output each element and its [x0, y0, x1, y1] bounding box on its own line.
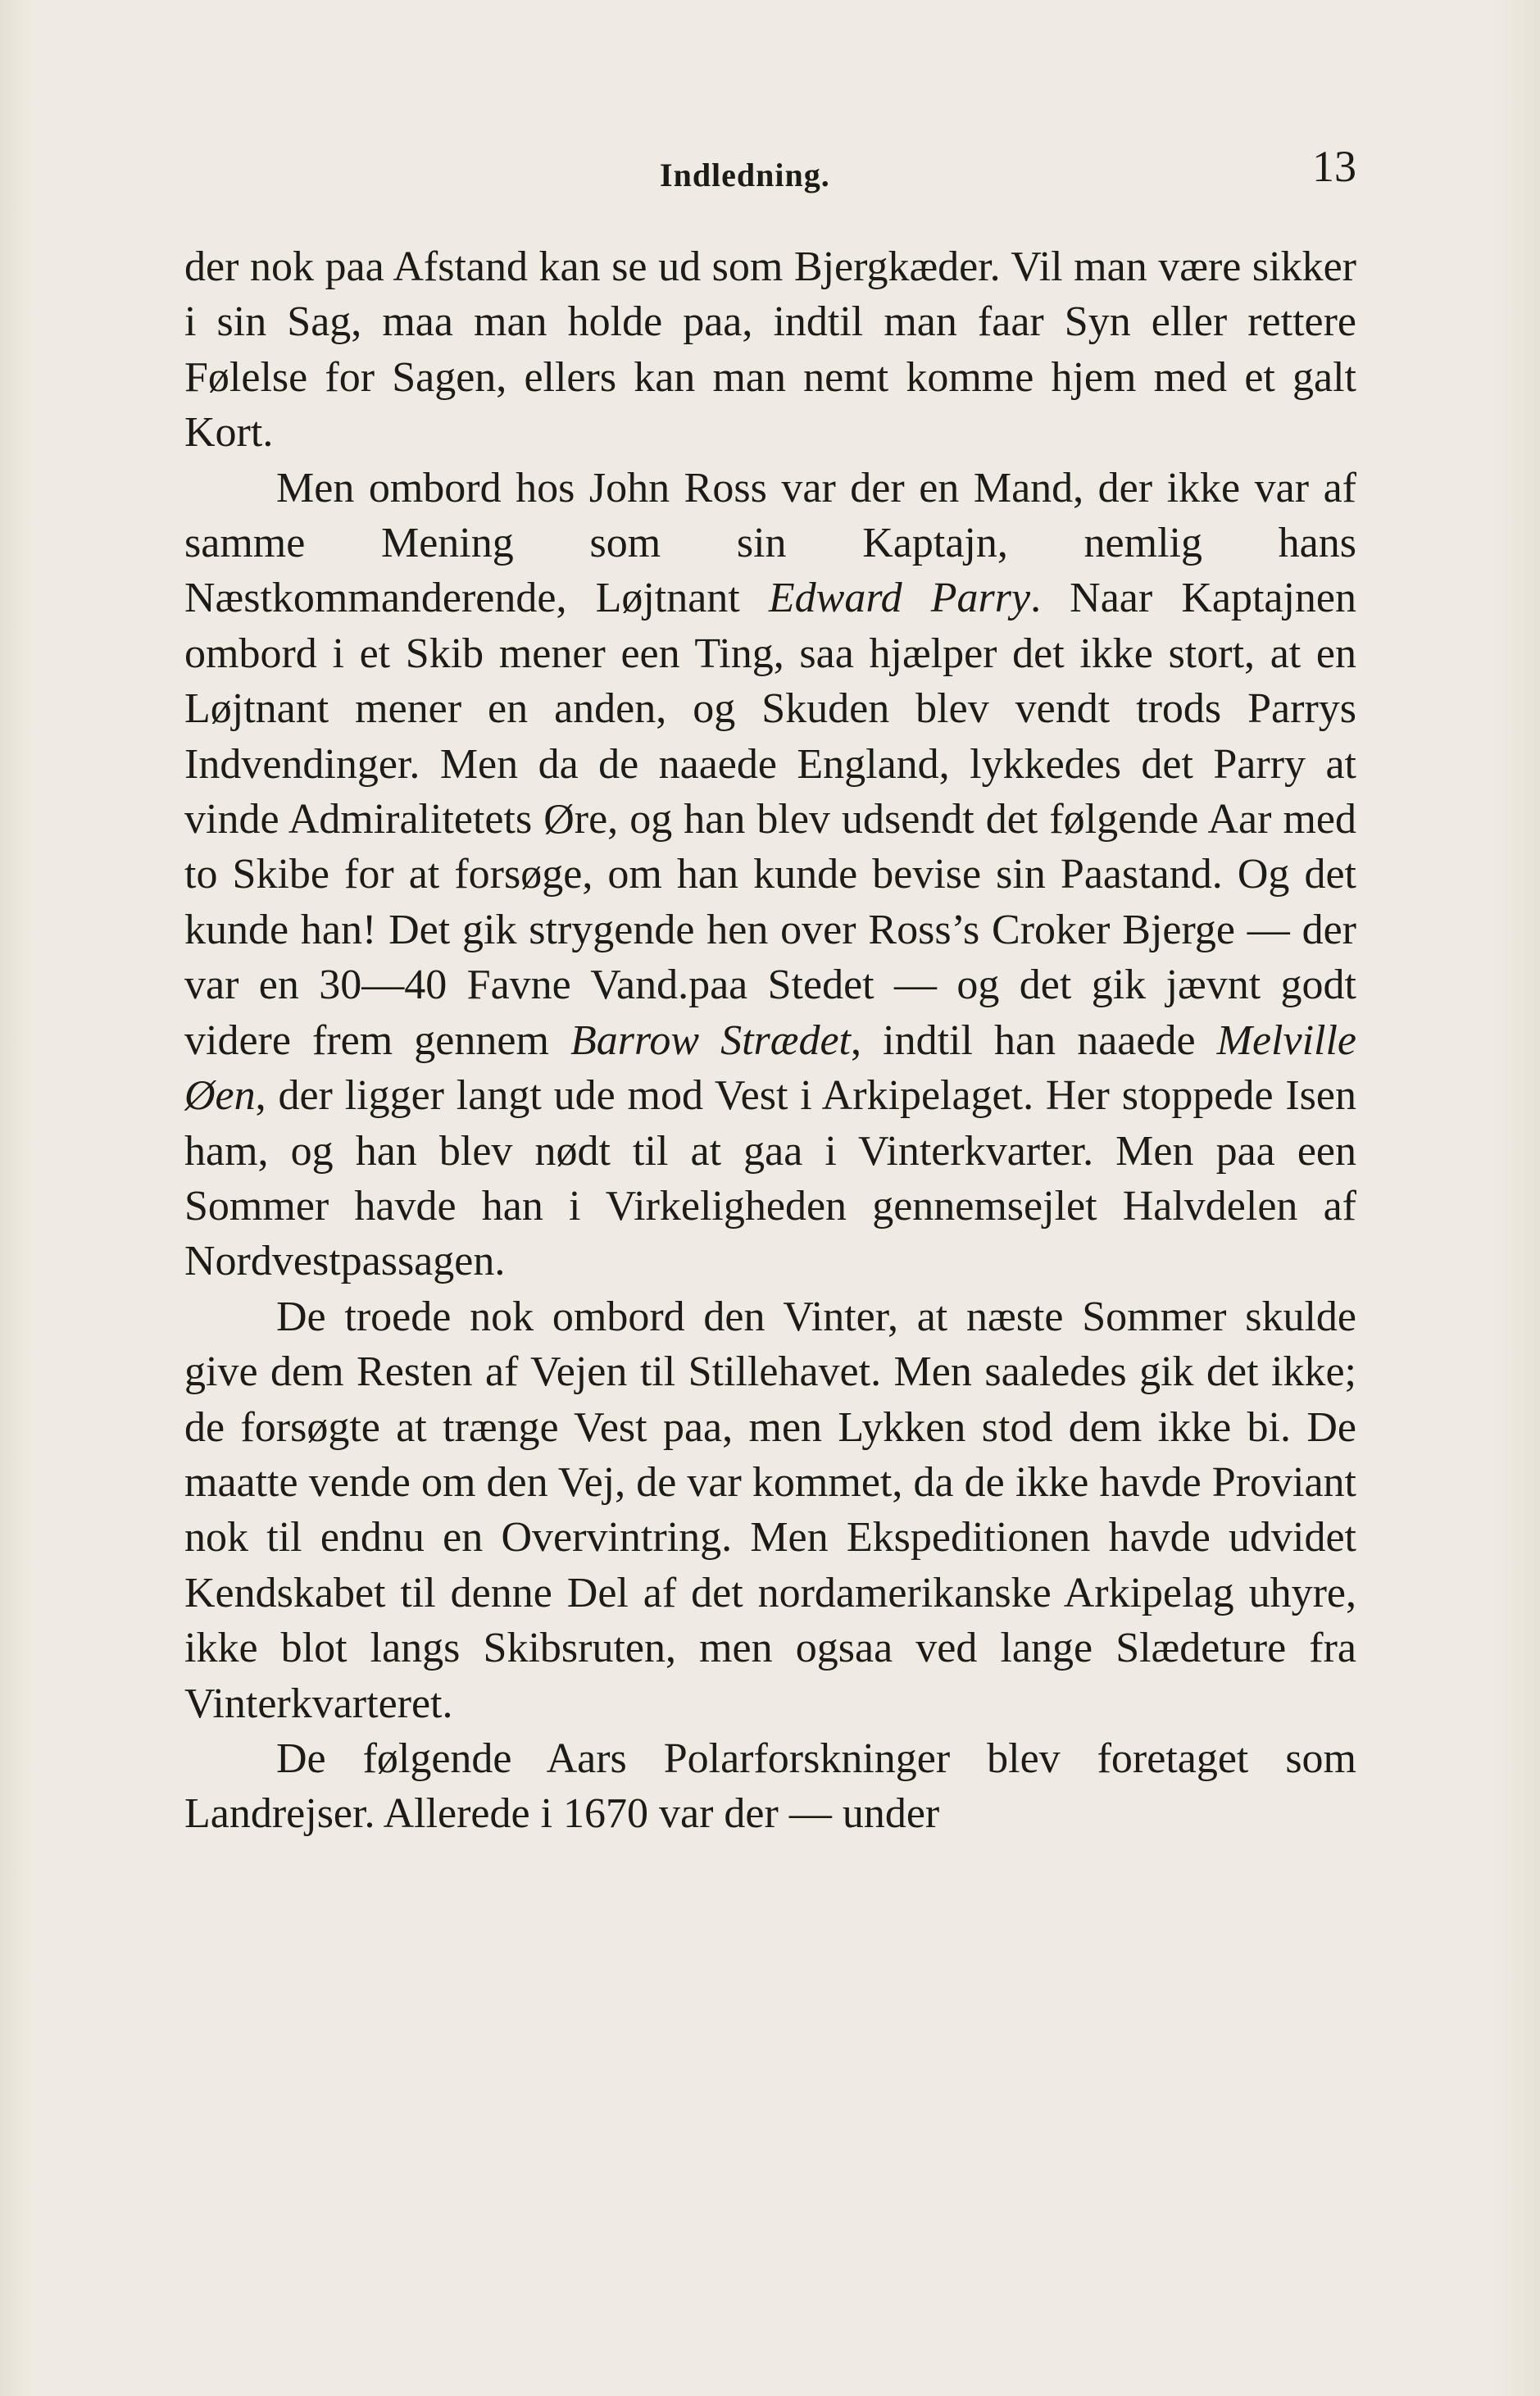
- italic-place-name: Barrow Strædet: [570, 1016, 852, 1064]
- running-title: Indledning.: [660, 157, 830, 193]
- text-run: De troede nok ombord den Vinter, at næste Sommer skulde give dem Resten af Vejen til Stillehavet. Men saaledes gik det ikke; de forsøgte at trænge Vest paa, men Lykken stod dem ikke bi. De maatte vende om den Vej, de var kommet, da de ikke havde Proviant nok til endnu en Overvintring. Men Ekspeditionen havde udvidet Kendskabet til denne Del af det nordamerikanske Arkipelag uhyre, ikke blot langs Skibsruten, men ogsaa ved lange Slædeture fra Vinterkvarteret.: [184, 1293, 1356, 1727]
- italic-place-name: Melville Øen: [184, 1016, 1356, 1120]
- paragraph-3: [184, 1289, 1356, 1731]
- text-run: Men ombord hos John Ross var der en Mand, der ikke var af samme Mening som sin Kaptajn, nemlig hans Næstkommanderende, Løjtnant: [184, 464, 1356, 622]
- body-text: [184, 239, 1356, 1842]
- paragraph-2: [184, 461, 1356, 1289]
- text-run: De følgende Aars Polarforskninger blev foretaget som Landrejser. Allerede i 1670 var der — under: [184, 1734, 1356, 1838]
- text-run: , der ligger langt ude mod Vest i Arkipelaget. Her stoppede Isen ham, og han blev nødt til at gaa i Vinterkvarter. Men paa een Sommer havde han i Virkeligheden gennemsejlet Halvdelen af Nordvestpassagen.: [184, 1072, 1356, 1285]
- text-run: , indtil han naaede: [851, 1016, 1217, 1064]
- paragraph-4: [184, 1731, 1356, 1842]
- text-run: . Naar Kaptajnen ombord i et Skib mener een Ting, saa hjælper det ikke stort, at en Løjtnant mener en anden, og Skuden blev vendt trods Parrys Indvendinger. Men da de naaede England, lykkedes det Parry at vinde Admiralitetets Øre, og han blev udsendt det følgende Aar med to Skibe for at forsøge, om han kunde bevise sin Paastand. Og det kunde han! Det gik strygende hen over Ross’s Croker Bjerge — der var en 30—40 Favne Vand.paa Stedet — og det gik jævnt godt videre frem gennem: [184, 575, 1357, 1064]
- italic-place-name: Edward Parry: [768, 575, 1031, 622]
- page-header: [184, 141, 1356, 207]
- page-number: 13: [1312, 142, 1356, 191]
- text-run: der nok paa Afstand kan se ud som Bjergkæder. Vil man være sikker i sin Sag, maa man holde paa, indtil man faar Syn eller rettere Følelse for Sagen, ellers kan man nemt komme hjem med et galt Kort.: [184, 243, 1356, 457]
- paragraph-1: [184, 239, 1356, 461]
